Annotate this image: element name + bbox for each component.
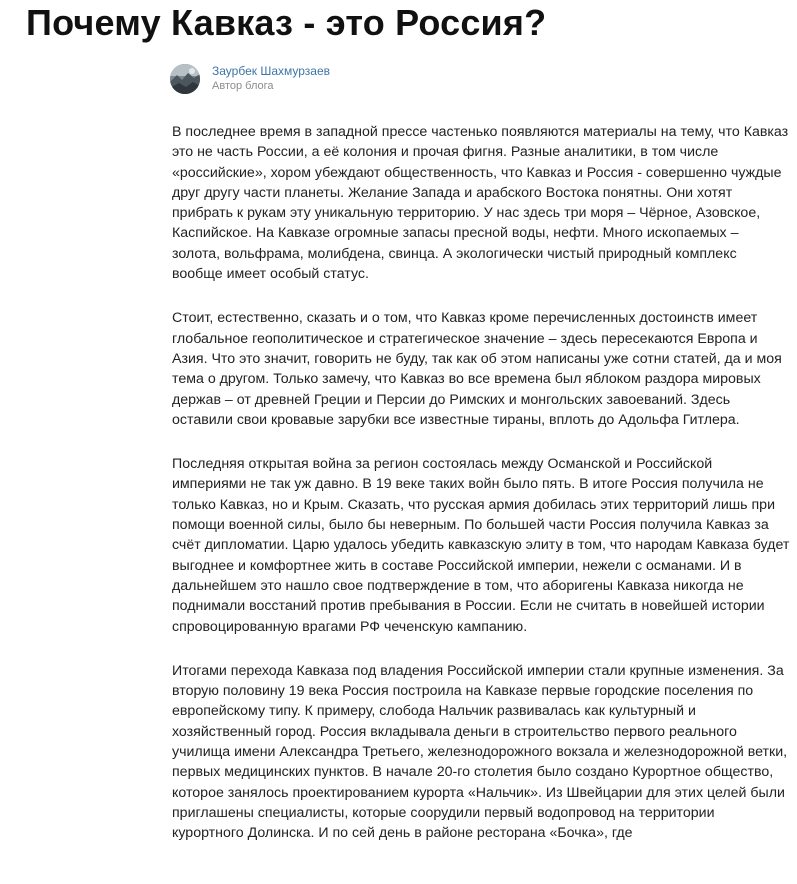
article-paragraph-1: В последнее время в западной прессе частенько появляются материалы на тему, что Кавказ это не часть России, а её колония и прочая фигня. Разные аналитики, в том числе «российские», хором убеждают общественность, что Кавказ и Россия - совершенно чуждые друг другу части планеты. Желание Запада и арабского Востока понятны. Они хотят прибрать к рукам эту уникальную территорию. У нас здесь три моря – Чёрное, Азовское, Каспийское. На Кавказе огромные запасы пресной воды, нефти. Много ископаемых – золота, вольфрама, молибдена, свинца. А экологически чистый природный комплекс вообще имеет особый статус. — [172, 124, 789, 283]
author-name-link[interactable]: Заурбек Шахмурзаев — [212, 64, 331, 78]
article-paragraph-2: Стоит, естественно, сказать и о том, что Кавказ кроме перечисленных достоинств имеет глобальное геополитическое и стратегическое значение – здесь пересекаются Европа и Азия. Что это значит, говорить не буду, так как об этом написаны уже сотни статей, да и моя тема о другом. Только замечу, что Кавказ во все времена был яблоком раздора мировых держав – от древней Греции и Персии до Римских и монгольских завоеваний. Здесь оставили свои кровавые зарубки все известные тираны, вплоть до Адольфа Гитлера. — [172, 310, 782, 428]
avatar-image-icon — [170, 64, 200, 94]
avatar[interactable] — [170, 64, 200, 94]
article-paragraph-4: Итогами перехода Кавказа под владения Российской империи стали крупные изменения. За вторую половину 19 века Россия построила на Кавказе первые городские поселения по европейскому типу. К примеру, слобода Нальчик развивалась как культурный и хозяйственный город. Россия вкладывала деньги в строительство первого реального училища имени Александра Третьего, железнодорожного вокзала и железнодорожной ветки, первых медицинских пунктов. В начале 20-го столетия было создано Курортное общество, которое занялось проектированием курорта «Нальчик». Из Швейцарии для этих целей были приглашены специалисты, которые соорудили первый водопровод на территории курортного Долинска. И по сей день в районе ресторана «Бочка», где — [172, 662, 788, 842]
article-paragraph-3: Последняя открытая война за регион состоялась между Османской и Российской империями не так уж давно. В 19 веке таких войн было пять. В итоге Россия получила не только Кавказ, но и Крым. Сказать, что русская армия добилась этих территорий лишь при помощи военной силы, было бы неверным. По большей части Россия получила Кавказ за счёт дипломатии. Царю удалось убедить кавказскую элиту в том, что народам Кавказа будет выгоднее и комфортнее жить в составе Российской империи, нежели с османами. И в дальнейшем это нашло свое подтверждение в том, что аборигены Кавказа никогда не поднимали восстаний против пребывания в России. Если не считать в новейшей истории спровоцированную врагами РФ чеченскую кампанию. — [172, 456, 790, 635]
article-body — [172, 122, 790, 868]
page-title: Почему Кавказ - это Россия? — [26, 2, 547, 43]
author-block — [170, 64, 330, 94]
author-role: Автор блога — [212, 80, 274, 92]
